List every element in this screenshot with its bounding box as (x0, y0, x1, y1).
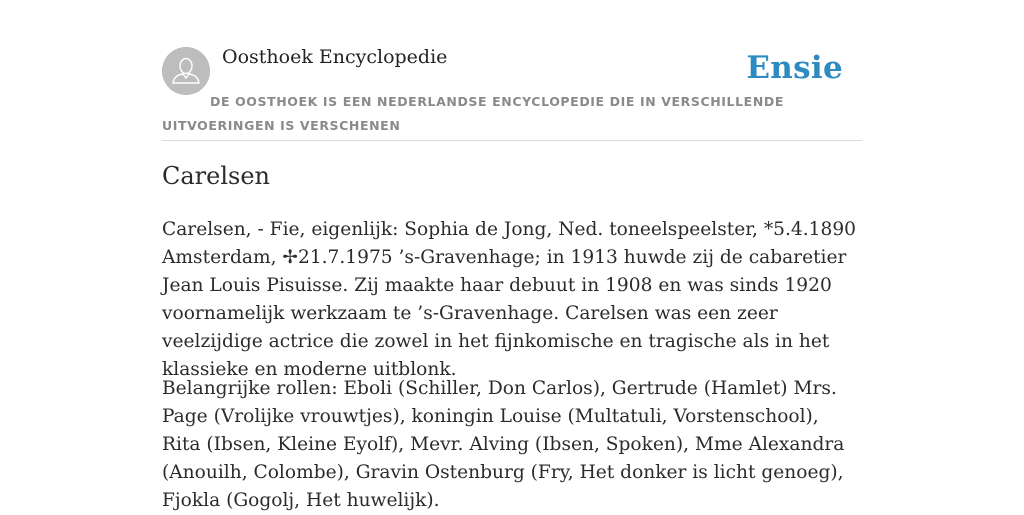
user-avatar-icon[interactable] (162, 47, 210, 95)
article-title: Carelsen (162, 162, 270, 190)
site-title[interactable]: Oosthoek Encyclopedie (222, 46, 448, 68)
article-paragraph: Carelsen, - Fie, eigenlijk: Sophia de Jong, Ned. toneelspeelster, *5.4.1890 Amsterdam, ✢21.7.1975 ’s-Gravenhage; in 1913 huwde zij de cabaretier Jean Louis Pisuisse. Zij maakte haar debuut in 1908 en was sinds 1920 voornamelijk werkzaam te ’s-Gravenhage. Carelsen was een zeer veelzijdige actrice die zowel in het fijnkomische en tragische als in het klassieke en moderne uitblonk. (162, 219, 856, 380)
site-tagline: DE OOSTHOEK IS EEN NEDERLANDSE ENCYCLOPEDIE DIE IN VERSCHILLENDE UITVOERINGEN IS VERSCHENEN (162, 94, 784, 133)
brand-logo[interactable]: Ensie (746, 50, 843, 86)
site-header (162, 0, 862, 141)
article-paragraph: Belangrijke rollen: Eboli (Schiller, Don Carlos), Gertrude (Hamlet) Mrs. Page (Vrolijke vrouwtjes), koningin Louise (Multatuli, Vorstenschool), Rita (Ibsen, Kleine Eyolf), Mevr. Alving (Ibsen, Spoken), Mme Alexandra (Anouilh, Colombe), Gravin Ostenburg (Fry, Het donker is licht genoeg), Fjokla (Gogolj, Het huwelijk). (162, 378, 845, 511)
page-container (162, 0, 862, 511)
user-silhouette-icon (162, 47, 210, 95)
